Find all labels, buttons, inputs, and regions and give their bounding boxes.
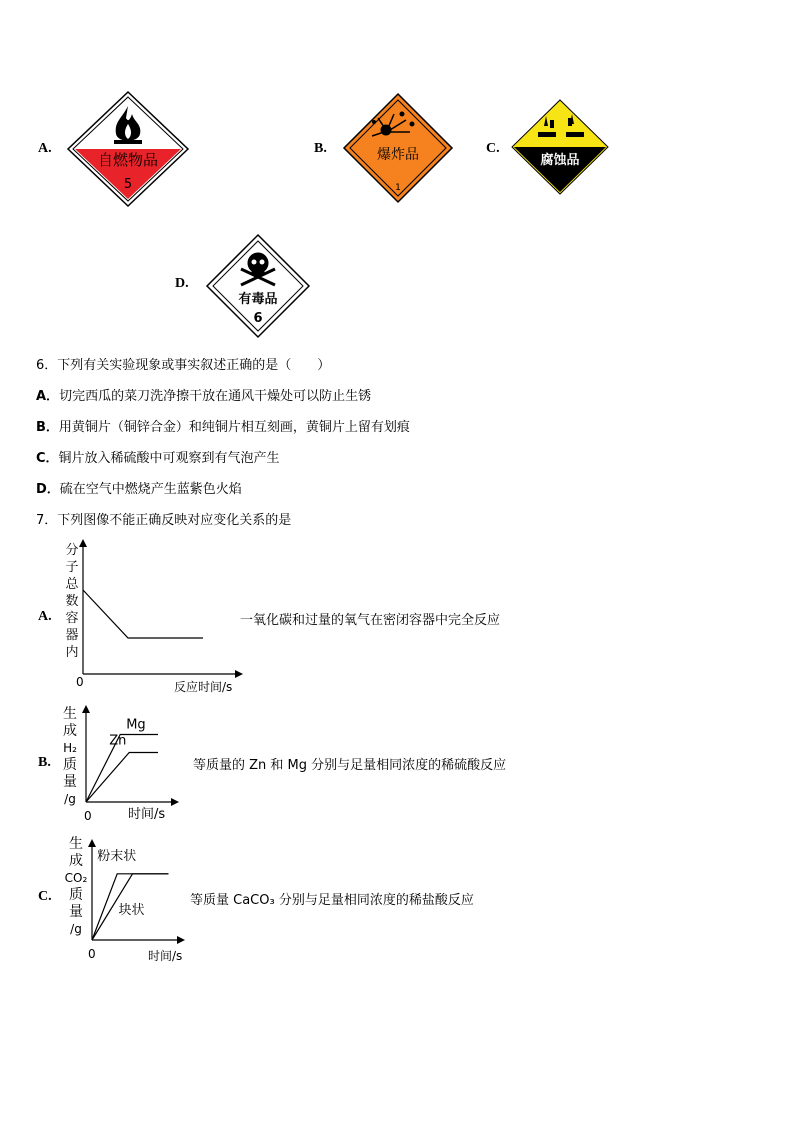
- q7-option-c-label: C.: [38, 889, 52, 904]
- q7-stem: 7．下列图像不能正确反映对应变化关系的是: [36, 513, 292, 528]
- chart-a-ylabel-char: 总: [65, 577, 79, 592]
- chart-b-ylabel-char: 质: [63, 757, 77, 773]
- chart-a-origin: 0: [76, 675, 84, 689]
- chart-c-xlabel: 时间/s: [148, 949, 183, 963]
- q6-option-b-text: 用黄铜片（铜锌合金）和纯铜片相互刻画，黄铜片上留有划痕: [58, 420, 410, 435]
- sign-b-text: 爆炸品: [377, 147, 419, 163]
- chart-c-ylabel-char: /g: [70, 922, 82, 936]
- sign-a-number: 5: [123, 177, 133, 192]
- sign-a-text: 自燃物品: [97, 151, 159, 169]
- q7-option-a-desc: 一氧化碳和过量的氧气在密闭容器中完全反应: [240, 613, 501, 628]
- q7-option-c-desc: 等质量 CaCO₃ 分别与足量相同浓度的稀盐酸反应: [190, 893, 474, 908]
- chart-b-y-arrow: [82, 705, 90, 713]
- chart-a: [58, 536, 248, 696]
- chart-c: [62, 834, 192, 964]
- chart-a-series-line: [83, 590, 203, 638]
- chart-a-series: [83, 590, 203, 638]
- q6-option-c-text: 铜片放入稀硫酸中可观察到有气泡产生: [58, 451, 280, 466]
- hazard-sign-explosive: [342, 92, 454, 204]
- chart-b-ylabel-char: H₂: [63, 741, 77, 755]
- sign-b-number: 1: [395, 183, 401, 193]
- chart-c-series-label: 粉末状: [97, 848, 137, 864]
- chart-b-origin: 0: [84, 809, 92, 823]
- chart-c-y-arrow: [88, 839, 96, 847]
- chart-a-y-arrow: [79, 539, 87, 547]
- chart-a-ylabel-char: 容: [65, 611, 79, 626]
- sign-d-number: 6: [253, 311, 263, 326]
- option-a-label: A.: [38, 141, 52, 156]
- option-d-label: D.: [175, 276, 189, 291]
- hazard-sign-spontaneous-combustion: [66, 90, 190, 208]
- chart-b-x-arrow: [171, 798, 179, 806]
- option-b-label: B.: [314, 141, 327, 156]
- chart-b-series-line: [86, 753, 158, 803]
- q6-option-d-letter: D．: [36, 482, 60, 497]
- q7-option-a-label: A.: [38, 609, 52, 624]
- q6-stem: 6．下列有关实验现象或事实叙述正确的是（ ）: [36, 358, 331, 373]
- q6-option-d-text: 硫在空气中燃烧产生蓝紫色火焰: [59, 482, 242, 497]
- chart-b: [56, 702, 186, 826]
- q6-option-a: [36, 385, 371, 404]
- chart-c-origin: 0: [88, 947, 96, 961]
- q6-option-b: [36, 416, 410, 435]
- chart-b-xlabel: 时间/s: [128, 807, 166, 822]
- chart-b-ylabel-char: /g: [64, 792, 76, 806]
- chart-a-ylabel-char: 数: [65, 594, 79, 609]
- chart-c-ylabel: [65, 835, 88, 936]
- q6-option-c: [36, 447, 280, 466]
- chart-c-series-label: 块状: [118, 902, 145, 918]
- q6-option-a-letter: A．: [36, 389, 60, 404]
- hazard-sign-toxic: [205, 233, 311, 339]
- chart-a-ylabel-char: 器: [65, 628, 79, 643]
- sign-c-text: 腐蚀品: [540, 153, 580, 168]
- chart-a-ylabel-char: 内: [65, 645, 79, 660]
- chart-b-series-label: Mg: [126, 717, 146, 733]
- chart-c-ylabel-char: 成: [69, 853, 83, 869]
- q7-option-b-label: B.: [38, 755, 51, 770]
- q6-option-a-text: 切完西瓜的菜刀洗净擦干放在通风干燥处可以防止生锈: [59, 389, 372, 404]
- chart-b-series: [86, 718, 158, 803]
- chart-c-x-arrow: [177, 936, 185, 944]
- hazard-sign-corrosive: [510, 98, 610, 196]
- chart-c-ylabel-char: 质: [69, 887, 83, 903]
- chart-c-ylabel-char: 生: [69, 836, 83, 852]
- q7-option-b-desc: 等质量的 Zn 和 Mg 分别与足量相同浓度的稀硫酸反应: [193, 758, 507, 773]
- chart-b-ylabel-char: 生: [63, 706, 77, 722]
- chart-a-ylabel-char: 子: [65, 560, 79, 575]
- sign-d-text: 有毒品: [238, 292, 278, 307]
- chart-b-series-label: Zn: [109, 733, 127, 749]
- chart-c-ylabel-char: 量: [69, 904, 83, 920]
- chart-a-ylabel-char: 分: [65, 543, 79, 558]
- option-c-label: C.: [486, 141, 500, 156]
- q6-option-d: [36, 478, 242, 497]
- chart-b-ylabel-char: 成: [63, 723, 77, 739]
- chart-a-ylabel: [65, 543, 79, 660]
- chart-b-ylabel: [63, 705, 77, 806]
- chart-b-ylabel-char: 量: [63, 774, 77, 790]
- chart-a-xlabel: 反应时间/s: [174, 680, 233, 694]
- q6-option-b-letter: B．: [36, 420, 59, 435]
- chart-c-series: [92, 848, 169, 940]
- chart-c-ylabel-char: CO₂: [64, 871, 88, 885]
- chart-a-x-arrow: [235, 670, 243, 678]
- q6-option-c-letter: C．: [36, 451, 59, 466]
